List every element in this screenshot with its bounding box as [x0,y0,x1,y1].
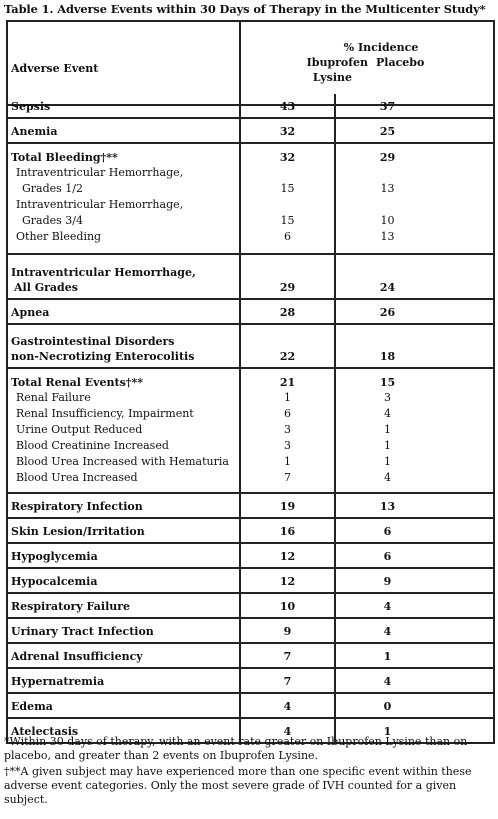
header-lysine: Lysine [312,71,352,84]
table-row: Edema 4 0 [7,693,494,718]
header-incidence-cell [240,21,494,105]
table-row: Renal Insufficiency, Impairment 6 4 [7,406,494,422]
footnote-1: *Within 30 days of therapy, with an event rate greater on Ibuprofen Lysine than on placebo, and greater than 2 events on Ibuprofen Lysine. [4,735,468,762]
table-row: Blood Urea Increased with Hematuria 1 1 [7,454,494,470]
adverse-events-body [6,94,495,744]
table-row: Adrenal Insufficiency 7 1 [7,643,494,668]
table-row: Urinary Tract Infection 9 4 [7,618,494,643]
header-placebo: Placebo [376,56,425,69]
table-row: Atelectasis 4 1 [7,718,494,743]
table-row: Gastrointestinal Disorders [7,324,494,349]
table-row: Respiratory Failure 10 4 [7,593,494,618]
table-row: non-Necrotizing Enterocolitis 22 18 [7,349,494,368]
table-row: Other Bleeding 6 13 [7,229,494,254]
table-row: Hypernatremia 7 4 [7,668,494,693]
table-row: Total Bleeding†** 32 29 [7,143,494,165]
table-row: Sepsis 43 37 [7,94,494,118]
table-row: Hypocalcemia 12 9 [7,568,494,593]
table-row: Urine Output Reduced 3 1 [7,422,494,438]
table-row: Intraventricular Hemorrhage, [7,165,494,181]
table-row: Respiratory Infection 19 13 [7,493,494,518]
header-incidence: % Incidence [343,41,419,54]
table-row: Skin Lesion/Irritation 16 6 [7,518,494,543]
table-row: Blood Urea Increased 7 4 [7,470,494,493]
table-row: Blood Creatinine Increased 3 1 [7,438,494,454]
table-header-row [7,21,494,105]
table-row: Intraventricular Hemorrhage, [7,197,494,213]
table-row: Grades 3/4 15 10 [7,213,494,229]
table-row: Total Renal Events†** 21 15 [7,368,494,390]
header-adverse-event: Adverse Event [7,21,240,105]
table-row: Grades 1/2 15 13 [7,181,494,197]
header-ibuprofen: Ibuprofen [306,56,368,69]
table-title: Table 1. Adverse Events within 30 Days of Therapy in the Multicenter Study* [4,2,486,16]
table-row: Apnea 28 26 [7,299,494,324]
footnote-2: †**A given subject may have experienced more than one specific event within these adverse event categories. Only the most severe grade of IVH counted for a given subject. [4,765,472,806]
table-row: Renal Failure 1 3 [7,390,494,406]
table-row: Anemia 32 25 [7,118,494,143]
table-row: Hypoglycemia 12 6 [7,543,494,568]
table-row: Intraventricular Hemorrhage, [7,254,494,280]
table-row: All Grades 29 24 [7,280,494,299]
